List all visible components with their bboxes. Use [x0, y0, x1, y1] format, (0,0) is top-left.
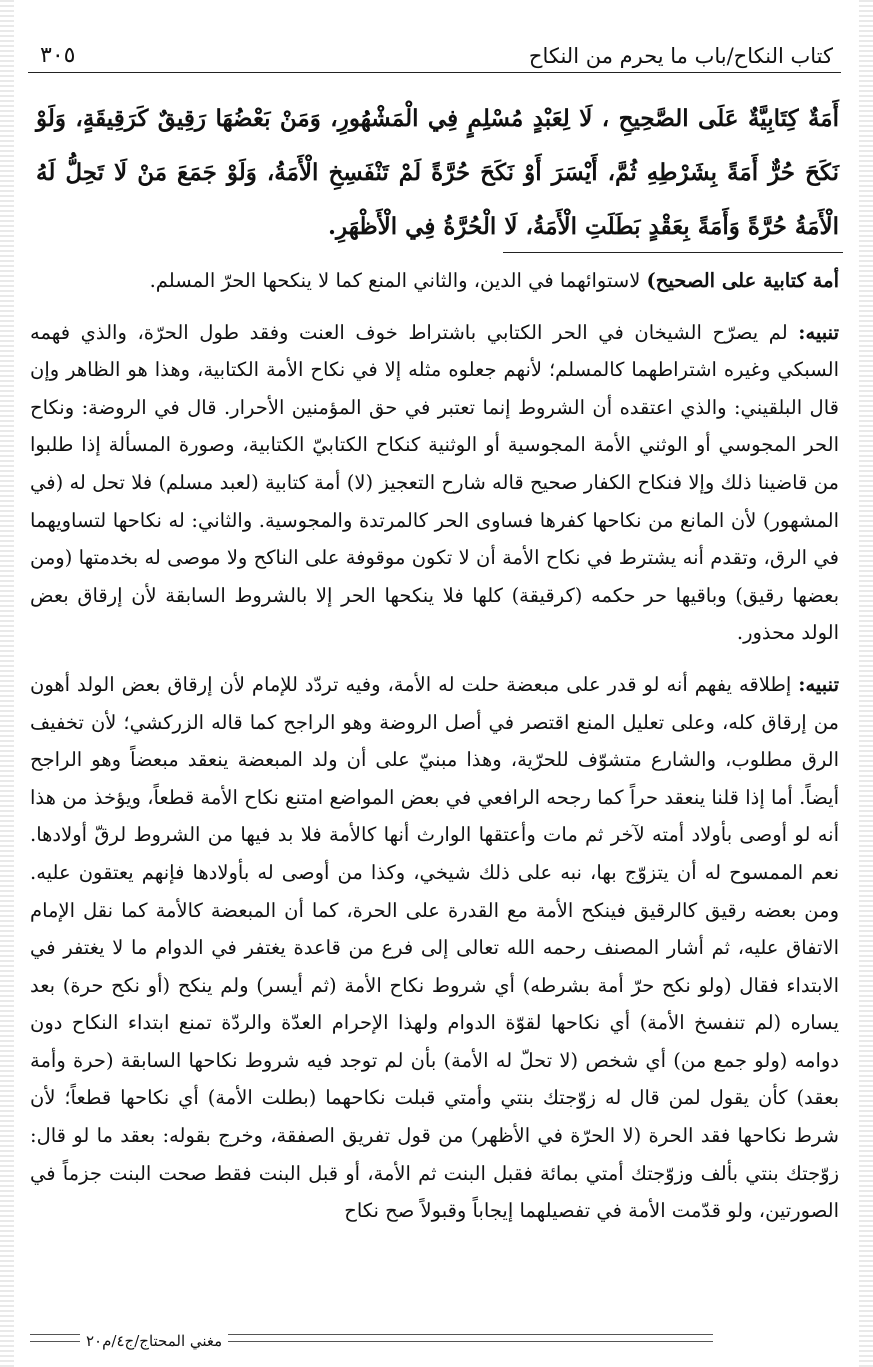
matn-divider — [503, 252, 843, 253]
commentary-text: لم يصرّح الشيخان في الحر الكتابي باشتراط خوف العنت وفقد طول الحرّة، والذي فهمه السبكي وغيره اشتراطهما كالمسلم؛ لأنهم جعلوه مثله إلا في نكاح الأمة الكتابية، وهذا هو الظاهر وإن قال البلقيني: والذي اعتقده أن الشروط إنما تعتبر في حق المؤمنين الأحرار. قال في الروضة: ونكاح الحر المجوسي أو الوثني الأمة المجوسية أو الوثنية كنكاح الكتابيّ الكتابية، وصورة المسألة إذا طلبوا من قاضينا ذلك وإلا فنكاح الكفار صحيح قاله شارح التعجيز (لا) أمة كتابية (لعبد مسلم) فلا تحل له (في المشهور) لأن المانع من نكاحها كفرها فساوى الحر كالمرتدة والمجوسية. والثاني: له نكاحها لتساويهما في الرق، وتقدم أنه يشترط في نكاح الأمة أن لا تكون موقوفة على الناكح ولا موصى له بخدمتها (ومن بعضها رقيق) وباقيها حر حكمه (كرقيقة) كلها فلا ينكحها الحر إلا بالشروط السابقة لأن إرقاق بعض الولد محذور. — [30, 320, 839, 645]
commentary-lemma: أمة كتابية على الصحيح) — [646, 269, 839, 292]
scan-edge-right — [859, 0, 873, 1367]
commentary-text: لاستوائهما في الدين، والثاني المنع كما لا ينكحها الحرّ المسلم. — [149, 269, 647, 292]
matn-text-block — [36, 92, 839, 254]
header-title: كتاب النكاح/باب ما يحرم من النكاح — [528, 44, 833, 68]
matn-paragraph: أَمَةٌ كِتَابِيَّةٌ عَلَى الصَّحِيحِ ، لَا لِعَبْدٍ مُسْلِمٍ فِي الْمَشْهُورِ، وَمَنْ بَعْضُهَا رَقِيقٌ كَرَقِيقَةٍ، وَلَوْ نَكَحَ حُرٌّ أَمَةً بِشَرْطِهِ ثُمَّ، أَيْسَرَ أَوْ نَكَحَ حُرَّةً لَمْ تَنْفَسِخِ الْأَمَةُ، وَلَوْ جَمَعَ مَنْ لَا تَحِلُّ لَهُ الْأَمَةُ حُرَّةً وَأَمَةً بِعَقْدٍ بَطَلَتِ الْأَمَةُ، لَا الْحُرَّةُ فِي الْأَظْهَرِ. — [36, 105, 839, 240]
commentary-block — [30, 262, 839, 1230]
commentary-lemma: تنبيه: — [798, 320, 839, 344]
commentary-text: إطلاقه يفهم أنه لو قدر على مبعضة حلت له الأمة، وفيه تردّد للإمام لأن إرقاق بعض الولد أهون من إرقاق كله، وعلى تعليل المنع اقتصر في أصل الروضة وهو الراجح كما قاله الزركشي؛ لأن تخفيف الرق مطلوب، والشارع متشوّف للحرّية، وهذا مبنيّ على أن ولد المبعضة ينعقد مبعضاً وهو الراجح أيضاً. أما إذا قلنا ينعقد حراً كما رجحه الرافعي في بعض المواضع امتنع نكاح الأمة قطعاً، ويؤخذ من هذا أنه لو أوصى بأولاد أمته لآخر ثم مات وأعتقها الوارث أنها كالأمة فلا بد فيها من الشروط لرقّ أولادها. نعم الممسوح له أن يتزوّج بها، نبه على ذلك شيخي، وكذا من أوصى له بأولادها فإنهم يعتقون عليه. ومن بعضه رقيق كالرقيق فينكح الأمة مع القدرة على الحرة، كما أن المبعضة كالأمة كما نقل الإمام الاتفاق عليه، ثم أشار المصنف رحمه الله تعالى إلى فرع من قاعدة يغتفر في الدوام ما لا يغتفر في الابتداء فقال (ولو نكح حرّ أمة بشرطه) أي شروط نكاح الأمة (ثم أيسر) ولم ينكح (أو نكح حرة) بعد يساره (لم تنفسخ الأمة) أي نكاحها لقوّة الدوام ولهذا الإحرام العدّة والردّة تمنع ابتداء النكاح دون دوامه (ولو جمع من) أي شخص (لا تحلّ له الأمة) بأن لم توجد فيه شروط نكاحها السابقة (حرة وأمة بعقد) كأن يقول لمن قال له زوّجتك بنتي وأمتي قبلت نكاحهما (بطلت الأمة) أي نكاحها قطعاً؛ لأن شرط نكاحها فقد الحرة (لا الحرّة في الأظهر) من قول تفريق الصفقة، وخرج بقوله: بعقد ما لو قال: زوّجتك بنتي بألف وزوّجتك أمتي بمائة فقبل البنت ثم الأمة، أو قبل البنت فقط صحت البنت جزماً في الصورتين، ولو قدّمت الأمة في تفصيلهما إيجاباً وقبولاً صح نكاح — [30, 672, 839, 1223]
scan-edge-left — [0, 0, 14, 1367]
commentary-lemma: تنبيه: — [798, 672, 839, 696]
footer-signature: مغني المحتاج/ج٤/م٢٠ — [80, 1332, 228, 1350]
commentary-paragraph-3 — [30, 666, 839, 1230]
commentary-paragraph-2 — [30, 314, 839, 652]
header-rule — [28, 72, 841, 73]
commentary-paragraph-1 — [30, 262, 839, 300]
running-header — [40, 28, 833, 68]
page-number: ٣٠٥ — [40, 43, 76, 68]
